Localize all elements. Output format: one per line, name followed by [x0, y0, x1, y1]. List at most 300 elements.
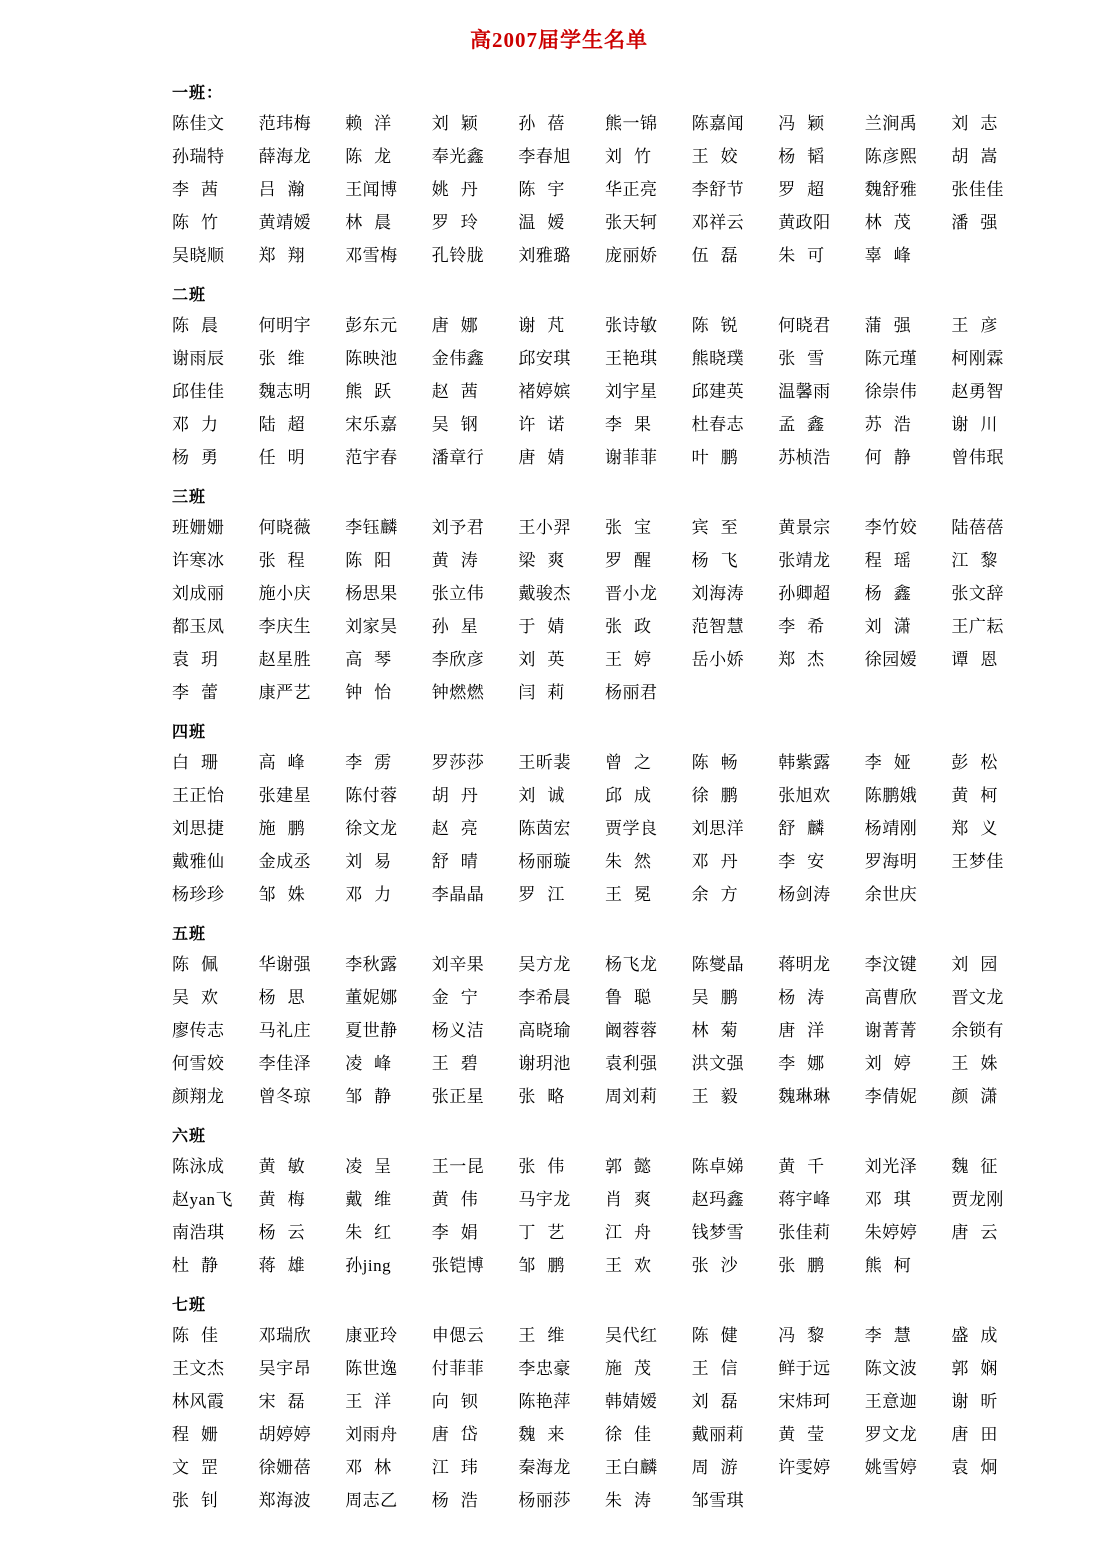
student-name: 谢菁菁	[864, 1021, 918, 1040]
student-name: 刘潇	[864, 617, 923, 636]
student-name: 何晓君	[778, 316, 831, 335]
student-name: 盛成	[951, 1326, 1010, 1345]
student-name: 胡嵩	[951, 147, 1010, 166]
student-name: 谢昕	[951, 1392, 1010, 1411]
student-name: 朱婷婷	[864, 1223, 918, 1242]
student-name: 杨鑫	[864, 584, 923, 603]
student-name: 杨浩	[431, 1491, 490, 1510]
student-name: 张佳莉	[778, 1223, 831, 1242]
student-name: 赖洋	[345, 114, 404, 133]
student-name: 吴钢	[431, 415, 490, 434]
student-name: 李茜	[172, 180, 230, 199]
student-name: 向钡	[431, 1392, 490, 1411]
student-name: 薛海龙	[258, 147, 312, 166]
student-name: 秦海龙	[518, 1458, 571, 1477]
student-name: 胡丹	[431, 786, 490, 805]
class-heading: 五班	[172, 926, 207, 943]
student-name: 李欣彦	[431, 650, 485, 669]
student-name: 唐田	[951, 1425, 1010, 1444]
student-name: 张伟	[518, 1157, 577, 1176]
student-name: 刘英	[518, 650, 577, 669]
student-name: 陈茵宏	[518, 819, 571, 838]
student-name: 陈畅	[691, 753, 750, 772]
student-name: 陆蓓蓓	[951, 518, 1004, 537]
student-name: 冯黎	[778, 1326, 837, 1345]
student-name: 杨飞龙	[604, 955, 658, 974]
student-name: 张文辞	[951, 584, 1004, 603]
student-name: 吴鹏	[691, 988, 750, 1007]
student-name: 王文杰	[172, 1359, 225, 1378]
student-name: 张天轲	[604, 213, 658, 232]
student-name: 邓瑞欣	[258, 1326, 312, 1345]
student-name: 韩婧嫒	[604, 1392, 658, 1411]
student-name: 蒋雄	[258, 1256, 317, 1275]
student-name: 褚婷嫔	[518, 382, 571, 401]
student-name: 邱成	[604, 786, 663, 805]
student-name: 杨丽璇	[518, 852, 571, 871]
student-name: 戴丽莉	[691, 1425, 745, 1444]
student-name: 范玮梅	[258, 114, 312, 133]
student-name: 陈龙	[345, 147, 404, 166]
student-name: 文罡	[172, 1458, 230, 1477]
student-name: 许寒冰	[172, 551, 225, 570]
student-name: 魏琳琳	[778, 1087, 831, 1106]
student-name: 钟怡	[345, 683, 404, 702]
student-name: 高晓瑜	[518, 1021, 571, 1040]
student-name: 董妮娜	[345, 988, 398, 1007]
student-name: 朱涛	[604, 1491, 663, 1510]
student-name: 王一昆	[431, 1157, 485, 1176]
student-name: 曾之	[604, 753, 663, 772]
student-name: 柯刚霖	[951, 349, 1004, 368]
class-name-grid	[172, 309, 1038, 474]
student-name: 王正怡	[172, 786, 225, 805]
student-name: 蒲强	[864, 316, 923, 335]
student-name: 潘强	[951, 213, 1010, 232]
student-name: 李钰麟	[345, 518, 398, 537]
student-name: 凌呈	[345, 1157, 404, 1176]
student-name: 魏志明	[258, 382, 312, 401]
student-name: 邓雪梅	[345, 246, 398, 265]
student-name: 邓琪	[864, 1190, 923, 1209]
student-name: 熊一锦	[604, 114, 658, 133]
student-name: 陈鹏娥	[864, 786, 918, 805]
student-name: 陈卓娣	[691, 1157, 745, 1176]
student-name: 丁艺	[518, 1223, 577, 1242]
student-name: 高琴	[345, 650, 404, 669]
student-name: 李佳泽	[258, 1054, 312, 1073]
student-name: 彭东元	[345, 316, 398, 335]
student-name: 黄政阳	[778, 213, 831, 232]
student-name: 鲜于远	[778, 1359, 831, 1378]
student-name: 杨勇	[172, 448, 230, 467]
student-name: 林风霞	[172, 1392, 225, 1411]
student-name: 赵玛鑫	[691, 1190, 745, 1209]
class-name-grid	[172, 511, 1038, 709]
student-name: 赵勇智	[951, 382, 1004, 401]
student-name: 陈付蓉	[345, 786, 398, 805]
student-name: 黄伟	[431, 1190, 490, 1209]
student-name: 袁利强	[604, 1054, 658, 1073]
student-name: 杨义洁	[431, 1021, 485, 1040]
student-name: 华正亮	[604, 180, 658, 199]
student-name: 奉光鑫	[431, 147, 485, 166]
student-name: 张旭欢	[778, 786, 831, 805]
student-name: 孙jing	[345, 1256, 392, 1275]
student-name: 范宇春	[345, 448, 398, 467]
student-name: 张佳佳	[951, 180, 1004, 199]
student-name: 陈锐	[691, 316, 750, 335]
page-title: 高2007届学生名单	[470, 28, 648, 52]
student-name: 黄景宗	[778, 518, 831, 537]
student-name: 吴晓顺	[172, 246, 225, 265]
student-name: 张雪	[778, 349, 837, 368]
student-name: 罗文龙	[864, 1425, 918, 1444]
student-name: 颜潇	[951, 1087, 1010, 1106]
student-name: 魏征	[951, 1157, 1010, 1176]
student-name: 王艳琪	[604, 349, 658, 368]
student-name: 凌峰	[345, 1054, 404, 1073]
student-name: 陈文波	[864, 1359, 918, 1378]
student-name: 伍磊	[691, 246, 750, 265]
student-name: 温馨雨	[778, 382, 831, 401]
student-name: 朱然	[604, 852, 663, 871]
student-name: 熊晓璞	[691, 349, 745, 368]
student-name: 吴宇昂	[258, 1359, 312, 1378]
student-name: 黄千	[778, 1157, 837, 1176]
student-name: 赵yan飞	[172, 1190, 234, 1209]
student-name: 罗莎莎	[431, 753, 485, 772]
student-name: 王碧	[431, 1054, 490, 1073]
student-name: 邹雪琪	[691, 1491, 745, 1510]
student-name: 兰涧禹	[864, 114, 918, 133]
student-name: 林晨	[345, 213, 404, 232]
student-name: 康严艺	[258, 683, 312, 702]
student-name: 金宁	[431, 988, 490, 1007]
class-name-grid	[172, 1319, 1038, 1517]
student-name: 唐娜	[431, 316, 490, 335]
student-name: 岳小娇	[691, 650, 745, 669]
student-name: 刘辛果	[431, 955, 485, 974]
student-name: 刘竹	[604, 147, 663, 166]
student-name: 肖爽	[604, 1190, 663, 1209]
student-name: 刘园	[951, 955, 1010, 974]
student-name: 廖传志	[172, 1021, 225, 1040]
student-name: 余世庆	[864, 885, 918, 904]
student-name: 张略	[518, 1087, 577, 1106]
student-name: 罗超	[778, 180, 837, 199]
student-name: 康亚玲	[345, 1326, 398, 1345]
student-name: 邓丹	[691, 852, 750, 871]
student-name: 邹鹏	[518, 1256, 577, 1275]
student-name: 彭松	[951, 753, 1010, 772]
student-name: 徐崇伟	[864, 382, 918, 401]
student-name: 冯颖	[778, 114, 837, 133]
student-name: 唐岱	[431, 1425, 490, 1444]
student-name: 黄梅	[258, 1190, 317, 1209]
student-name: 梁爽	[518, 551, 577, 570]
student-name: 王梦佳	[951, 852, 1004, 871]
class-heading: 二班	[172, 287, 207, 304]
student-name: 宾至	[691, 518, 750, 537]
student-name: 姚丹	[431, 180, 490, 199]
student-name: 周游	[691, 1458, 750, 1477]
student-name: 余锁有	[951, 1021, 1004, 1040]
student-name: 李娜	[778, 1054, 837, 1073]
student-name: 余方	[691, 885, 750, 904]
student-name: 陈嘉闻	[691, 114, 745, 133]
student-name: 叶鹏	[691, 448, 750, 467]
student-name: 邹姝	[258, 885, 317, 904]
student-name: 王姝	[951, 1054, 1010, 1073]
student-name: 魏舒雅	[864, 180, 918, 199]
student-name: 陈世逸	[345, 1359, 398, 1378]
student-name: 刘成丽	[172, 584, 225, 603]
student-name: 宋磊	[258, 1392, 317, 1411]
student-name: 陈佩	[172, 955, 230, 974]
student-name: 何静	[864, 448, 923, 467]
student-name: 李汶键	[864, 955, 918, 974]
student-name: 颜翔龙	[172, 1087, 225, 1106]
student-name: 王小羿	[518, 518, 571, 537]
student-name: 袁玥	[172, 650, 230, 669]
student-name: 杨丽君	[604, 683, 658, 702]
student-name: 舒麟	[778, 819, 837, 838]
student-name: 胡婷婷	[258, 1425, 312, 1444]
student-name: 张诗敏	[604, 316, 658, 335]
student-name: 陈竹	[172, 213, 230, 232]
student-name: 许雯婷	[778, 1458, 831, 1477]
student-name: 黄敏	[258, 1157, 317, 1176]
student-name: 范智慧	[691, 617, 745, 636]
student-name: 鲁聪	[604, 988, 663, 1007]
student-name: 邓祥云	[691, 213, 745, 232]
student-name: 杜静	[172, 1256, 230, 1275]
student-name: 何明宇	[258, 316, 312, 335]
student-name: 李忠豪	[518, 1359, 571, 1378]
student-name: 陈燮晶	[691, 955, 745, 974]
student-name: 赵茜	[431, 382, 490, 401]
student-name: 王姣	[691, 147, 750, 166]
student-name: 贾学良	[604, 819, 658, 838]
student-name: 张建星	[258, 786, 312, 805]
student-name: 杨丽莎	[518, 1491, 571, 1510]
student-name: 王洋	[345, 1392, 404, 1411]
student-name: 刘思洋	[691, 819, 745, 838]
student-name: 李慧	[864, 1326, 923, 1345]
student-name: 陈泳成	[172, 1157, 225, 1176]
student-name: 陈宇	[518, 180, 577, 199]
student-name: 罗玲	[431, 213, 490, 232]
student-name: 孙星	[431, 617, 490, 636]
student-name: 熊柯	[864, 1256, 923, 1275]
student-name: 李舒节	[691, 180, 745, 199]
student-name: 施小庆	[258, 584, 312, 603]
student-name: 南浩琪	[172, 1223, 225, 1242]
student-name: 任明	[258, 448, 317, 467]
student-name: 夏世静	[345, 1021, 398, 1040]
student-name: 魏来	[518, 1425, 577, 1444]
student-name: 李娟	[431, 1223, 490, 1242]
student-name: 陈佳	[172, 1326, 230, 1345]
student-name: 郑翔	[258, 246, 317, 265]
student-name: 孙卿超	[778, 584, 831, 603]
student-name: 宋炜珂	[778, 1392, 831, 1411]
student-name: 于婧	[518, 617, 577, 636]
student-name: 吴方龙	[518, 955, 571, 974]
student-name: 施鹏	[258, 819, 317, 838]
student-name: 徐姗蓓	[258, 1458, 312, 1477]
student-name: 都玉凤	[172, 617, 225, 636]
student-name: 唐婧	[518, 448, 577, 467]
student-name: 刘宇星	[604, 382, 658, 401]
student-name: 徐鹏	[691, 786, 750, 805]
student-name: 孙瑞特	[172, 147, 225, 166]
student-name: 张维	[258, 349, 317, 368]
student-name: 江舟	[604, 1223, 663, 1242]
class-name-grid	[172, 107, 1038, 272]
student-name: 班姗姗	[172, 518, 225, 537]
student-name: 申偲云	[431, 1326, 485, 1345]
class-heading: 六班	[172, 1128, 207, 1145]
student-name: 白珊	[172, 753, 230, 772]
student-name: 张钊	[172, 1491, 230, 1510]
student-name: 谢川	[951, 415, 1010, 434]
student-name: 吴欢	[172, 988, 230, 1007]
student-name: 周志乙	[345, 1491, 398, 1510]
student-name: 林菊	[691, 1021, 750, 1040]
student-name: 刘光泽	[864, 1157, 918, 1176]
student-name: 邱佳佳	[172, 382, 225, 401]
student-name: 晋小龙	[604, 584, 658, 603]
student-name: 徐园嫒	[864, 650, 918, 669]
student-name: 邓力	[172, 415, 230, 434]
student-name: 唐洋	[778, 1021, 837, 1040]
student-name: 高峰	[258, 753, 317, 772]
student-name: 马宇龙	[518, 1190, 571, 1209]
student-name: 何晓薇	[258, 518, 312, 537]
student-name: 钱梦雪	[691, 1223, 745, 1242]
student-name: 王信	[691, 1359, 750, 1378]
student-name: 王冕	[604, 885, 663, 904]
student-name: 潘章行	[431, 448, 485, 467]
student-name: 刘海涛	[691, 584, 745, 603]
class-name-grid	[172, 1150, 1038, 1282]
student-name: 江黎	[951, 551, 1010, 570]
student-name: 王彦	[951, 316, 1010, 335]
student-name: 刘雨舟	[345, 1425, 398, 1444]
student-name: 张政	[604, 617, 663, 636]
student-name: 宋乐嘉	[345, 415, 398, 434]
student-name: 林茂	[864, 213, 923, 232]
student-name: 邱安琪	[518, 349, 571, 368]
student-name: 王白麟	[604, 1458, 658, 1477]
student-name: 朱可	[778, 246, 837, 265]
student-name: 谢玥池	[518, 1054, 571, 1073]
student-name: 谢菲菲	[604, 448, 658, 467]
student-name: 邱建英	[691, 382, 745, 401]
student-name: 付菲菲	[431, 1359, 485, 1378]
student-name: 陈佳文	[172, 114, 225, 133]
student-name: 陈晨	[172, 316, 230, 335]
student-name: 陈彦熙	[864, 147, 918, 166]
student-name: 王婷	[604, 650, 663, 669]
student-name: 朱红	[345, 1223, 404, 1242]
student-name: 李春旭	[518, 147, 571, 166]
student-name: 杨云	[258, 1223, 317, 1242]
student-name: 黄涛	[431, 551, 490, 570]
student-name: 刘雅璐	[518, 246, 571, 265]
student-name: 晋文龙	[951, 988, 1004, 1007]
student-name: 苏浩	[864, 415, 923, 434]
student-name: 张立伟	[431, 584, 485, 603]
student-name: 杨珍珍	[172, 885, 225, 904]
student-name: 李希晨	[518, 988, 571, 1007]
student-name: 马礼庄	[258, 1021, 312, 1040]
student-name: 王维	[518, 1326, 577, 1345]
student-name: 赵星胜	[258, 650, 312, 669]
student-name: 张沙	[691, 1256, 750, 1275]
student-name: 黄莹	[778, 1425, 837, 1444]
student-name: 邓林	[345, 1458, 404, 1477]
student-name: 李倩妮	[864, 1087, 918, 1106]
student-name: 孔铃胧	[431, 246, 485, 265]
student-name: 张铠博	[431, 1256, 485, 1275]
student-name: 李安	[778, 852, 837, 871]
student-name: 刘予君	[431, 518, 485, 537]
student-name: 李晶晶	[431, 885, 485, 904]
student-name: 刘志	[951, 114, 1010, 133]
student-name: 王昕裴	[518, 753, 571, 772]
student-name: 刘易	[345, 852, 404, 871]
student-name: 钟燃燃	[431, 683, 485, 702]
class-name-grid	[172, 746, 1038, 911]
student-name: 罗海明	[864, 852, 918, 871]
student-name: 李竹姣	[864, 518, 918, 537]
student-name: 蒋宇峰	[778, 1190, 831, 1209]
student-name: 阚蓉蓉	[604, 1021, 658, 1040]
student-name: 陈健	[691, 1326, 750, 1345]
student-name: 韩紫露	[778, 753, 831, 772]
student-name: 陈映池	[345, 349, 398, 368]
student-name: 戴骏杰	[518, 584, 571, 603]
student-name: 王欢	[604, 1256, 663, 1275]
student-name: 谢雨辰	[172, 349, 225, 368]
student-name: 蒋明龙	[778, 955, 831, 974]
student-name: 陈阳	[345, 551, 404, 570]
student-name: 李秋露	[345, 955, 398, 974]
student-name: 杨靖刚	[864, 819, 918, 838]
student-name: 赵亮	[431, 819, 490, 838]
student-name: 徐佳	[604, 1425, 663, 1444]
student-name: 郑义	[951, 819, 1010, 838]
student-name: 华谢强	[258, 955, 312, 974]
student-name: 戴雅仙	[172, 852, 225, 871]
student-name: 杨思	[258, 988, 317, 1007]
student-name: 孟鑫	[778, 415, 837, 434]
student-name: 黄靖嫒	[258, 213, 312, 232]
student-name: 孙蓓	[518, 114, 577, 133]
student-name: 程姗	[172, 1425, 230, 1444]
student-name: 黄柯	[951, 786, 1010, 805]
student-name: 吕瀚	[258, 180, 317, 199]
student-name: 李果	[604, 415, 663, 434]
student-name: 刘磊	[691, 1392, 750, 1411]
student-name: 罗江	[518, 885, 577, 904]
student-name: 杨思果	[345, 584, 398, 603]
student-name: 庞丽娇	[604, 246, 658, 265]
student-name: 刘思捷	[172, 819, 225, 838]
